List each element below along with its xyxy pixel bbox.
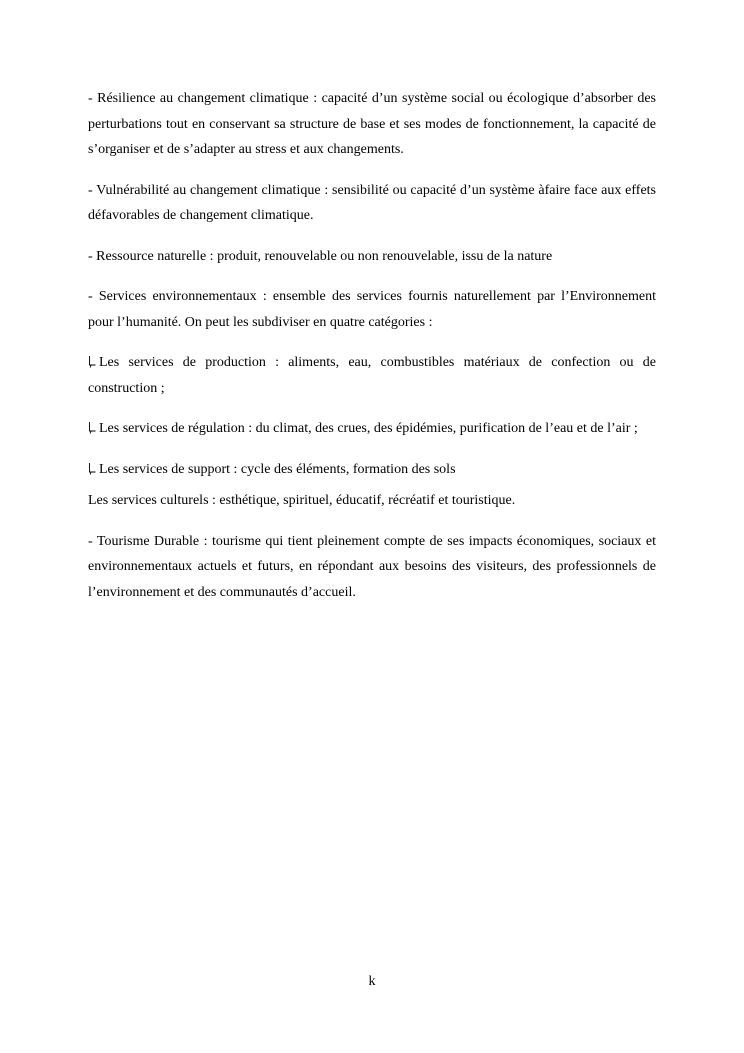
paragraph-text: - Tourisme Durable : tourisme qui tient pleinement compte de ses impacts économiques, sociaux et environnementaux actuels et futurs, en répondant aux besoins des visiteurs, des professionnels de l’environnement et des communautés d’accueil. <box>88 533 656 600</box>
paragraph-text: - Ressource naturelle : produit, renouvelable ou non renouvelable, issu de la nature <box>88 248 553 264</box>
paragraph-text: - Résilience au changement climatique : capacité d’un système social ou écologique d’absorber des perturbations tout en conservant sa structure de base et ses modes de fonctionnement, la capacité de s’organiser et de s’adapter au stress et aux changements. <box>88 91 656 157</box>
list-item-text: Les services de production : aliments, eau, combustibles matériaux de confection ou de construction ; <box>88 355 656 396</box>
missing-glyph-icon <box>88 421 97 434</box>
paragraph-tourisme-durable <box>88 529 656 606</box>
list-item-text: Les services de support : cycle des éléments, formation des sols <box>99 461 456 477</box>
list-item-services-regulation <box>88 416 656 442</box>
paragraph-text: - Services environnementaux : ensemble des services fournis naturellement par l’Environnement pour l’humanité. On peut les subdiviser en quatre catégories : <box>88 289 656 330</box>
document-body <box>88 86 656 620</box>
paragraph-ressource <box>88 244 656 270</box>
paragraph-vulnerabilite <box>88 178 656 229</box>
list-item-services-production <box>88 350 656 401</box>
missing-glyph-icon <box>88 462 97 475</box>
paragraph-text: - Vulnérabilité au changement climatique : sensibilité ou capacité d’un système àfaire face aux effets défavorables de changement climatique. <box>88 182 656 223</box>
paragraph-services-environnementaux <box>88 284 656 335</box>
list-item-text: Les services culturels : esthétique, spirituel, éducatif, récréatif et touristique. <box>88 493 516 508</box>
list-item-text: Les services de régulation : du climat, des crues, des épidémies, purification de l’eau et de l’air ; <box>99 421 638 436</box>
paragraph-resilience <box>88 86 656 163</box>
list-item-services-support <box>88 457 656 483</box>
missing-glyph-icon <box>88 355 97 368</box>
list-item-services-culturels <box>88 488 656 514</box>
page-number: k <box>368 974 376 989</box>
